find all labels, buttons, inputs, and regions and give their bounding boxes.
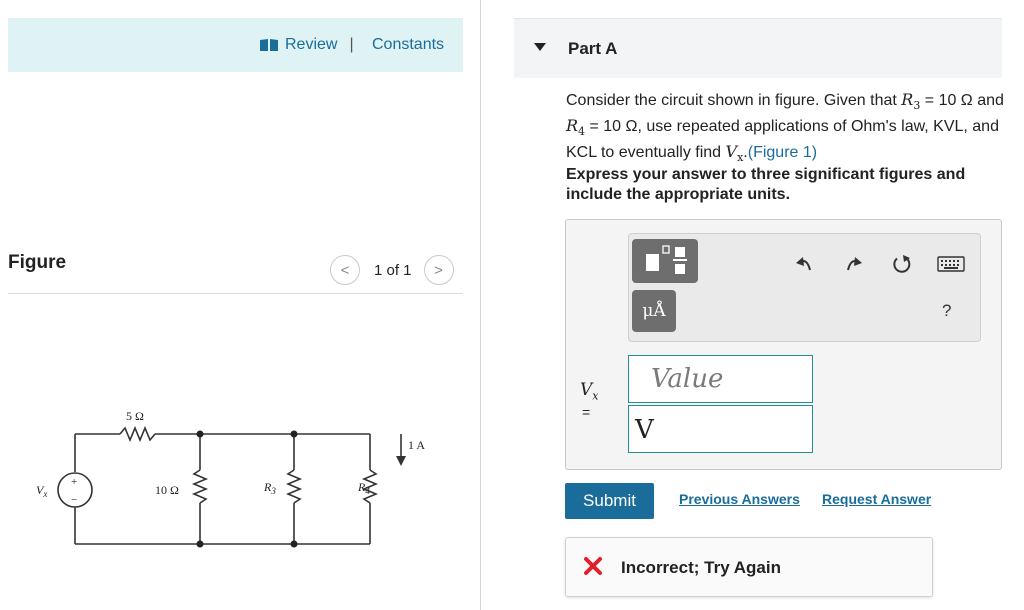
current-source-label: 1 A xyxy=(408,438,426,452)
review-link[interactable] xyxy=(259,36,360,54)
r3-label: $R_3$ xyxy=(264,480,276,496)
part-title: Part A xyxy=(568,39,618,58)
previous-answers-link[interactable]: Previous Answers xyxy=(679,491,800,507)
chevron-left-icon: < xyxy=(340,261,350,279)
units-button[interactable] xyxy=(632,290,676,332)
next-figure-button[interactable] xyxy=(424,255,454,285)
undo-icon xyxy=(794,253,816,275)
pager-text: 1 of 1 xyxy=(374,261,412,279)
submit-button[interactable]: Submit xyxy=(565,483,654,519)
figure-1-link[interactable]: (Figure 1) xyxy=(747,144,818,162)
help-icon[interactable]: ? xyxy=(942,301,952,320)
circuit-diagram[interactable] xyxy=(30,400,450,560)
left-panel xyxy=(0,0,472,610)
reset-button[interactable] xyxy=(889,251,915,277)
reset-icon xyxy=(891,253,913,275)
answer-instruction: Express your answer to three significant figures and include the appropriate units. xyxy=(566,166,966,203)
figure-pager xyxy=(330,255,454,285)
question-text: Consider the circuit shown in figure. Given that $R_3 = 10$ Ω and $R_4 = 10$ Ω, use repeated applications of Ohm's law, KVL, and KCL to eventually find $V_x.(Figure$ 1) xyxy=(566,90,1004,165)
chevron-right-icon: > xyxy=(434,261,443,279)
value-input[interactable]: Value xyxy=(628,355,813,403)
feedback-text: Incorrect; Try Again xyxy=(621,558,781,577)
keyboard-button[interactable] xyxy=(936,251,966,277)
incorrect-x-icon xyxy=(583,556,603,576)
figure-divider xyxy=(8,293,463,294)
equals-sign: = xyxy=(582,404,591,420)
figure-heading: Figure xyxy=(8,252,67,273)
caret-down-icon[interactable] xyxy=(534,43,546,51)
plus-label: + xyxy=(71,476,78,488)
redo-icon xyxy=(842,253,864,275)
templates-icon xyxy=(632,239,698,283)
r1-label: 5 Ω xyxy=(126,409,144,423)
column-divider xyxy=(480,0,481,610)
vx-symbol: $V_x$ xyxy=(725,142,744,165)
request-answer-link[interactable]: Request Answer xyxy=(822,491,932,507)
units-icon: μÅ xyxy=(642,301,666,321)
redo-button[interactable] xyxy=(840,251,866,277)
r4-label: $R_4$ xyxy=(358,480,370,496)
minus-label: − xyxy=(71,494,78,506)
r3-symbol: $R_3$ xyxy=(901,90,921,113)
r4-symbol: $R_4$ xyxy=(566,116,586,139)
prev-figure-button[interactable] xyxy=(330,255,360,285)
answer-variable-label: $V_x$ xyxy=(580,380,599,403)
keyboard-icon xyxy=(937,255,965,273)
book-icon xyxy=(259,38,279,52)
r2-label: 10 Ω xyxy=(155,483,179,497)
templates-button[interactable] xyxy=(632,239,698,283)
review-label: Review xyxy=(285,36,338,53)
constants-link[interactable]: Constants xyxy=(372,36,445,53)
header-separator: | xyxy=(349,36,354,53)
unit-input[interactable]: V xyxy=(628,405,813,453)
vx-label: $V_x$ xyxy=(36,483,48,499)
undo-button[interactable] xyxy=(792,251,818,277)
